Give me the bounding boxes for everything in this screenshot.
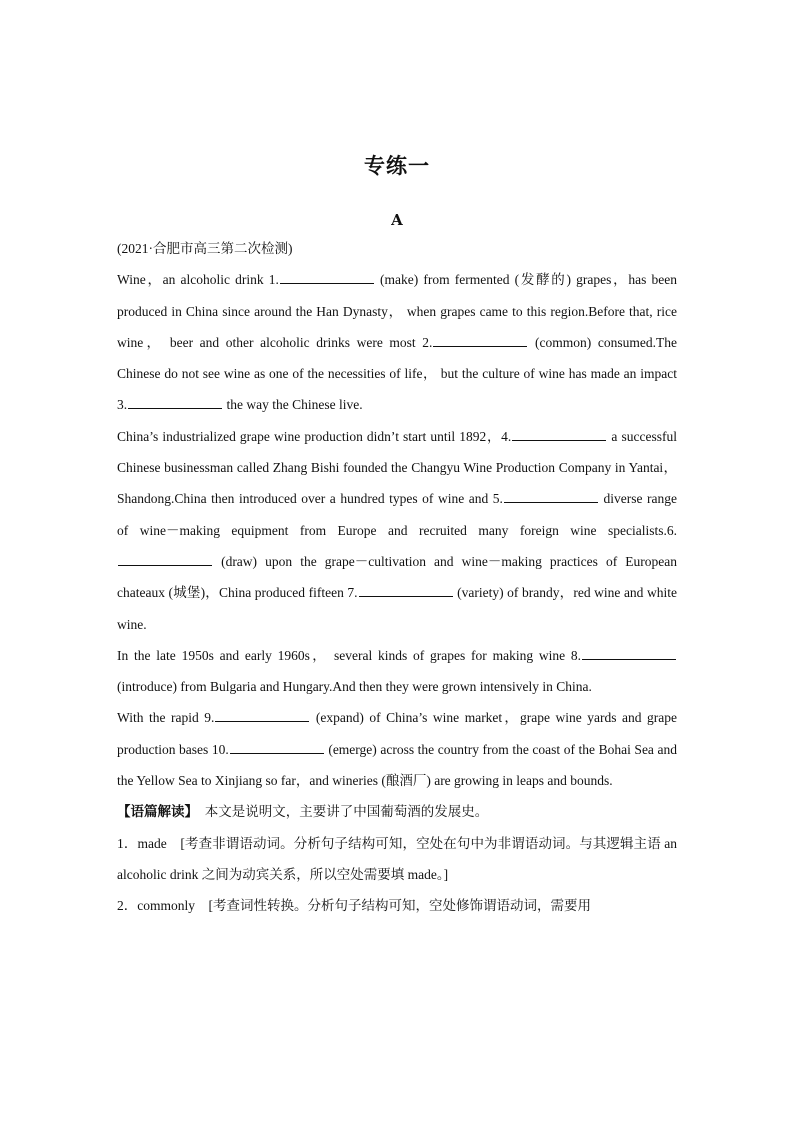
paragraph-text: With the rapid 9. xyxy=(117,710,215,726)
analysis-line xyxy=(117,796,677,827)
passage-paragraph-2 xyxy=(117,421,677,640)
answer-blank-5[interactable] xyxy=(504,489,598,503)
answer-blank-9[interactable] xyxy=(215,708,309,722)
paragraph-text: China’s industrialized grape wine production didn’t start until 1892，4. xyxy=(117,428,512,444)
passage-paragraph-4 xyxy=(117,702,677,796)
paragraph-text: In the late 1950s and early 1960s， several kinds of grapes for making wine 8. xyxy=(117,647,581,663)
answer-word: made xyxy=(137,835,167,851)
answer-item-1 xyxy=(117,828,677,891)
paragraph-text: Wine，an alcoholic drink 1. xyxy=(117,272,279,288)
paragraph-text: diverse range of wine－making equipment from Europe and recruited many foreign wine specialists.6. xyxy=(117,491,677,538)
passage-content xyxy=(117,233,677,922)
answer-blank-10[interactable] xyxy=(230,740,324,754)
answer-blank-2[interactable] xyxy=(433,333,527,347)
paragraph-text: (draw) upon the grape－cultivation and wine－making practices of European chateaux (城堡)，China produced fifteen 7. xyxy=(117,553,677,601)
passage-paragraph-3 xyxy=(117,640,677,703)
answer-explanation: [考查词性转换。分析句子结构可知，空处修饰谓语动词，需要用 xyxy=(195,898,591,914)
paragraph-text: the way the Chinese live. xyxy=(223,397,363,413)
answer-word: commonly xyxy=(137,898,195,914)
answer-blank-1[interactable] xyxy=(280,270,374,284)
answer-blank-7[interactable] xyxy=(359,583,453,597)
answer-explanation: [考查非谓语动词。分析句子结构可知，空处在句中为非谓语动词。与其逻辑主语 an alcoholic drink 之间为动宾关系，所以空处需要填 made。] xyxy=(117,835,678,882)
paragraph-text: a successful Chinese businessman called Zhang Bishi founded the Changyu Wine Production Company in Yantai， Shandong.China then introduced over a hundred types of wine and 5. xyxy=(117,428,677,507)
paragraph-text: (make) from fermented (发酵的) grapes，has been produced in China since around the Han Dynasty， when grapes came to this region.Before that, rice wine， beer and other alcoholic drinks were most 2. xyxy=(117,272,678,350)
analysis-text: 本文是说明文，主要讲了中国葡萄酒的发展史。 xyxy=(191,804,489,820)
answer-item-2 xyxy=(117,890,677,921)
page-title: 专练一 xyxy=(364,153,430,178)
answer-blank-6[interactable] xyxy=(118,552,212,566)
paragraph-text: (expand) of China’s wine market，grape wine yards and grape production bases 10. xyxy=(117,710,677,757)
answer-blank-3[interactable] xyxy=(128,395,222,409)
section-label: A xyxy=(391,211,403,229)
paragraph-text: (introduce) from Bulgaria and Hungary.And then they were grown intensively in China. xyxy=(117,679,592,695)
paragraph-text: (common) consumed.The Chinese do not see wine as one of the necessities of life， but the culture of wine has made an impact 3. xyxy=(117,334,677,413)
passage-paragraph-1 xyxy=(117,264,677,420)
answer-blank-8[interactable] xyxy=(582,646,676,660)
answer-number: 2． xyxy=(117,898,138,914)
paragraph-text: (emerge) across the country from the coast of the Bohai Sea and the Yellow Sea to Xinjiang so far，and wineries (酿酒厂) are growing in leaps and bounds. xyxy=(117,741,677,789)
paragraph-text: (variety) of brandy，red wine and white wine. xyxy=(117,585,677,632)
source-note: (2021·合肥市高三第二次检测) xyxy=(117,241,293,256)
analysis-label: 【语篇解读】 xyxy=(117,804,192,820)
answer-number: 1． xyxy=(117,835,138,851)
answer-blank-4[interactable] xyxy=(512,427,606,441)
